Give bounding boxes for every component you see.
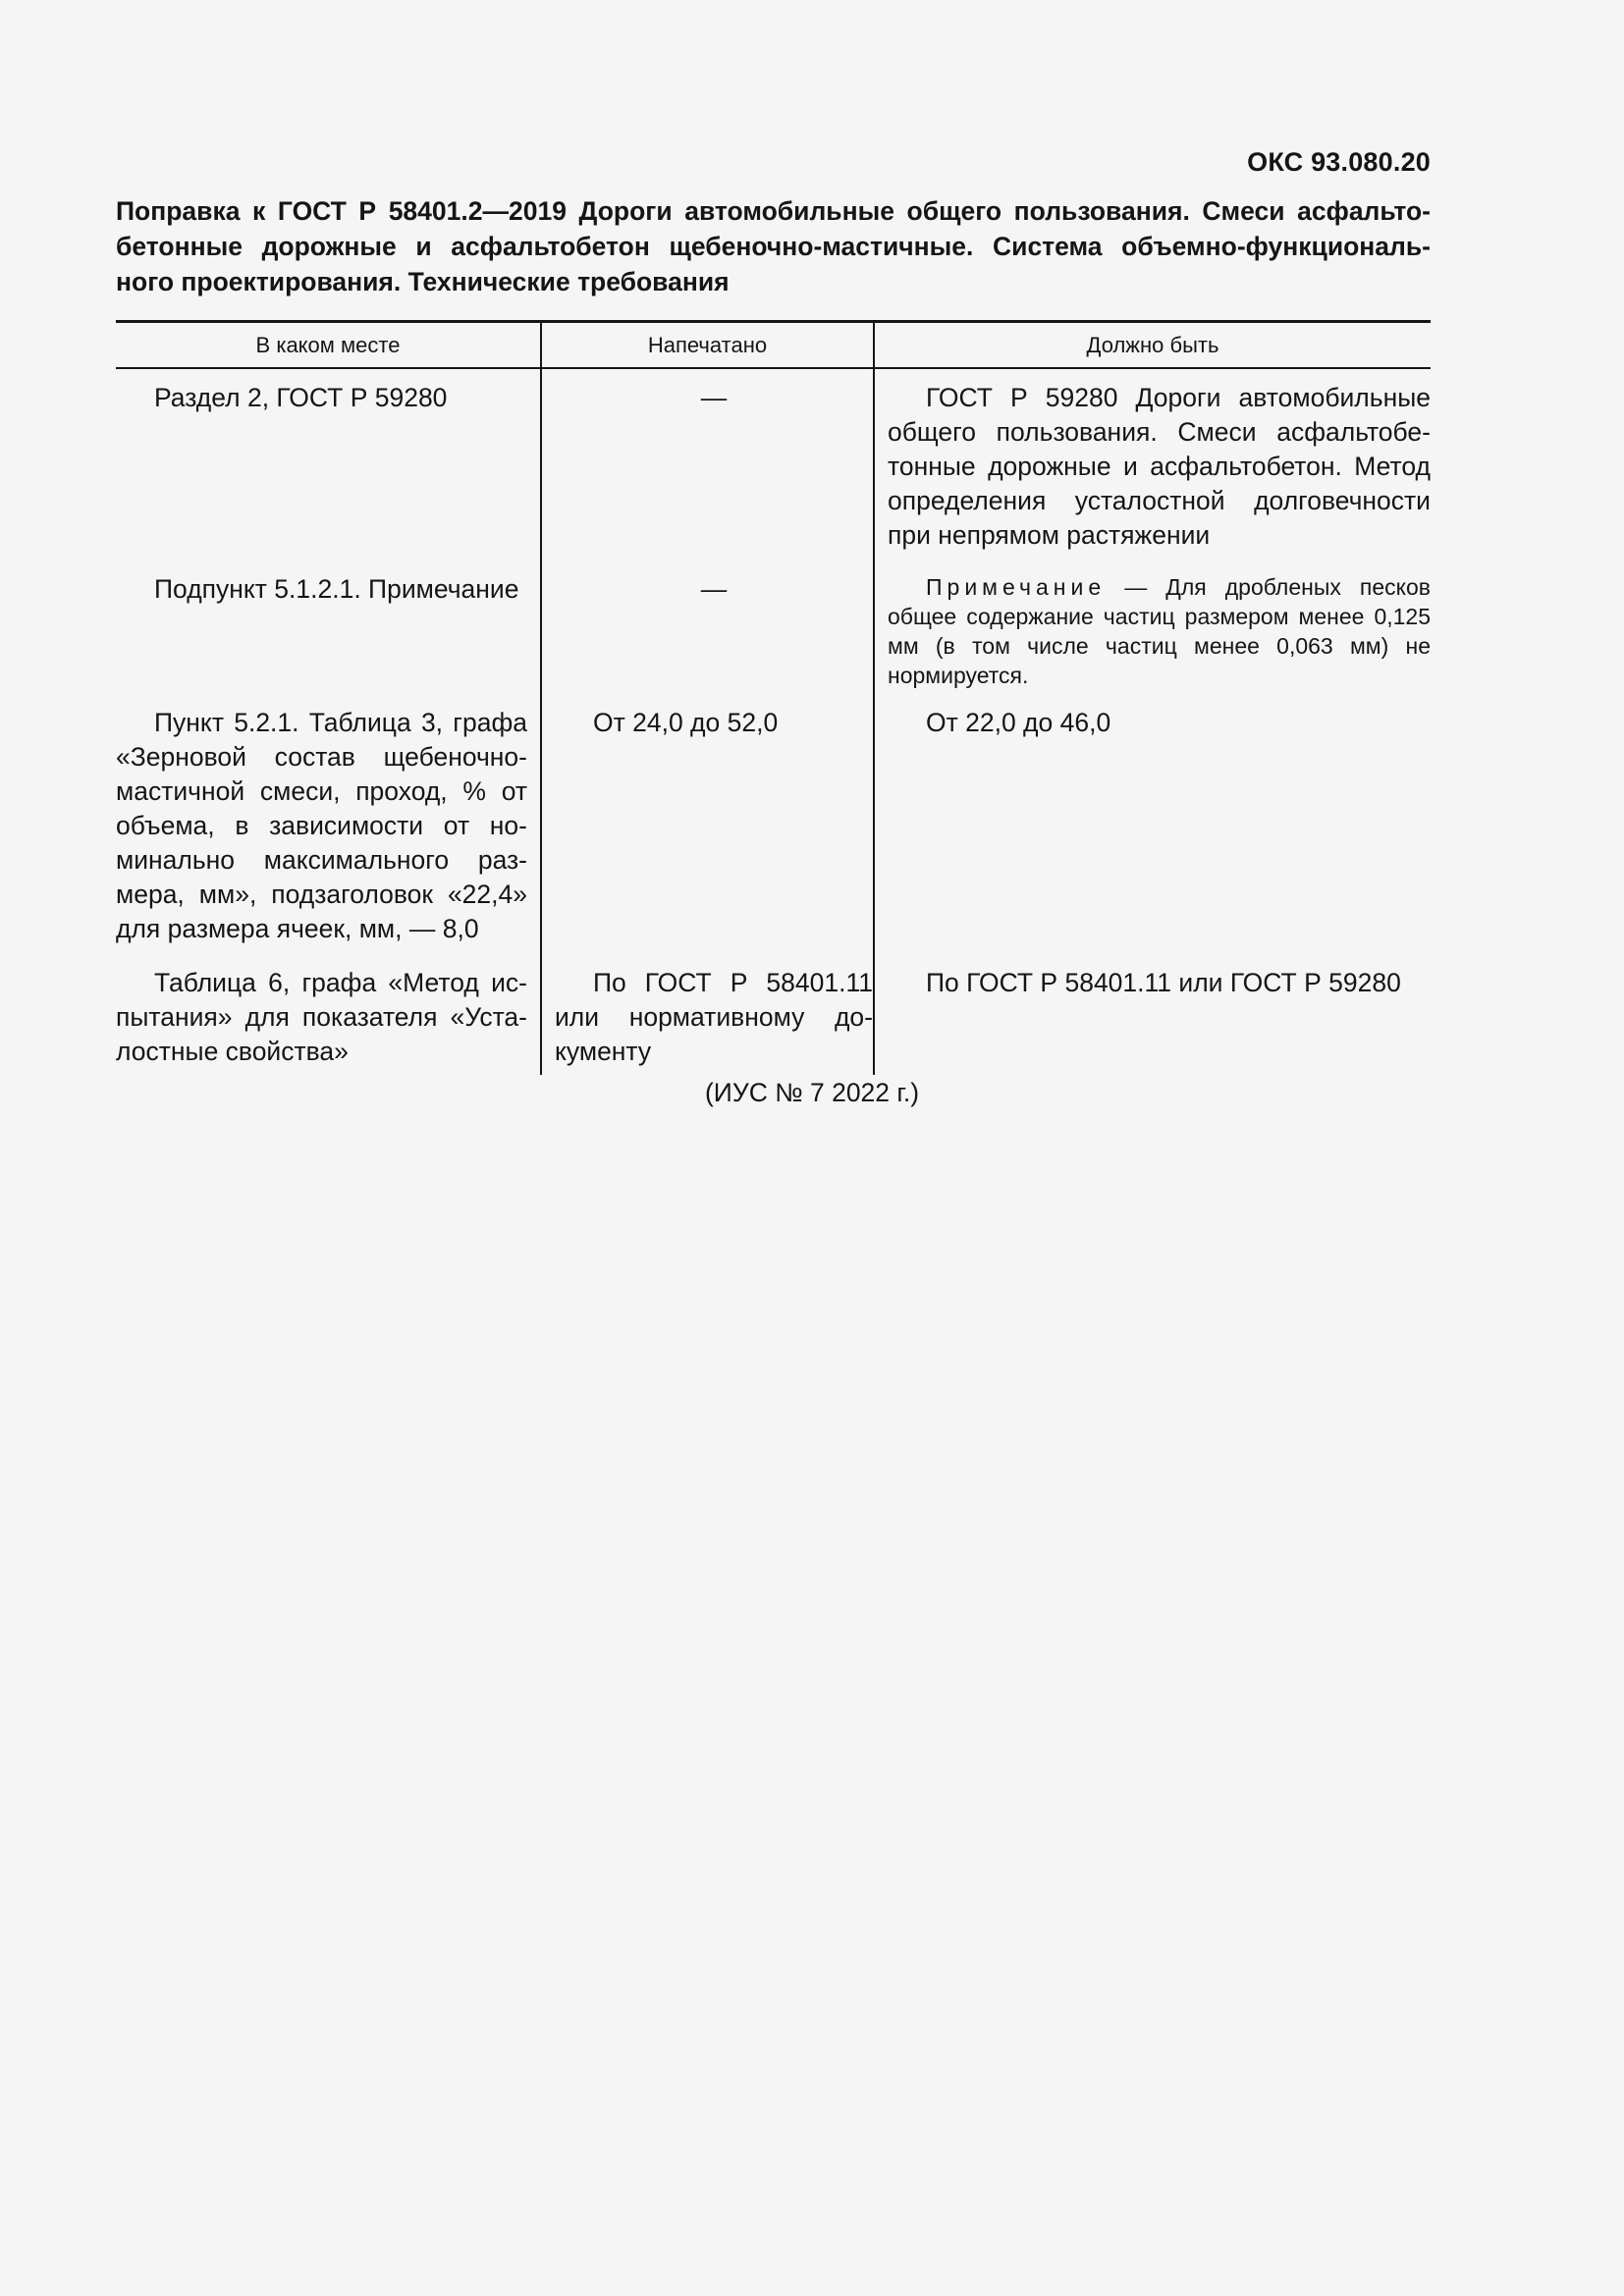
header-where: В каком месте — [116, 322, 541, 369]
cell-printed: От 24,0 до 52,0 — [593, 708, 779, 737]
cell-where: Таблица 6, графа «Метод испытания» для показателя «Усталостные свойства» — [116, 968, 527, 1066]
header-should-be: Должно быть — [874, 322, 1431, 369]
cell-where: Раздел 2, ГОСТ Р 59280 — [154, 383, 448, 412]
table-row — [116, 706, 1431, 966]
cell-should-be: ГОСТ Р 59280 Дороги автомобильные общего пользования. Смеси асфальтобетонные дорожные и асфальтобетон. Метод определения усталостной долговечности при непрямом растяжении — [888, 383, 1431, 550]
cell-should-be-note — [888, 572, 1431, 690]
table-header-row — [116, 322, 1431, 369]
table-row — [116, 368, 1431, 572]
cell-printed: — — [700, 574, 728, 604]
cell-where: Подпункт 5.1.2.1. Примечание — [154, 574, 519, 604]
cell-where: Пункт 5.2.1. Таблица 3, графа «Зерновой состав щебеночно-мастичной смеси, проход, % от объема, в зависимости от номинально максимального размера, мм», подзаголовок «22,4» для размера ячеек, мм, — 8,0 — [116, 708, 527, 943]
note-label: Примечание — [926, 574, 1107, 600]
amendment-table — [116, 320, 1431, 1075]
cell-should-be: От 22,0 до 46,0 — [926, 708, 1111, 737]
table-row — [116, 966, 1431, 1075]
header-printed: Напечатано — [541, 322, 874, 369]
table-row — [116, 572, 1431, 706]
cell-printed: По ГОСТ Р 58401.11 или нормативному документу — [555, 968, 873, 1066]
publication-reference: (ИУС № 7 2022 г.) — [704, 1078, 920, 1107]
cell-should-be: По ГОСТ Р 58401.11 или ГОСТ Р 59280 — [926, 968, 1401, 997]
title-line: ного проектирования. Технические требования — [116, 267, 730, 296]
cell-printed: — — [700, 383, 728, 412]
title-line: Поправка к ГОСТ Р 58401.2—2019 Дороги автомобильные общего пользования. Смеси асфальто- — [116, 196, 1431, 226]
note-text: — Для дробленых песков общее содержание частиц размером менее 0,125 мм (в том числе частиц менее 0,063 мм) не нормируется. — [888, 574, 1431, 688]
title-line: бетонные дорожные и асфальтобетон щебеночно-мастичные. Система объемно-функциональ- — [116, 232, 1431, 261]
classifier-code: ОКС 93.080.20 — [1247, 147, 1431, 177]
document-title — [116, 193, 1431, 299]
